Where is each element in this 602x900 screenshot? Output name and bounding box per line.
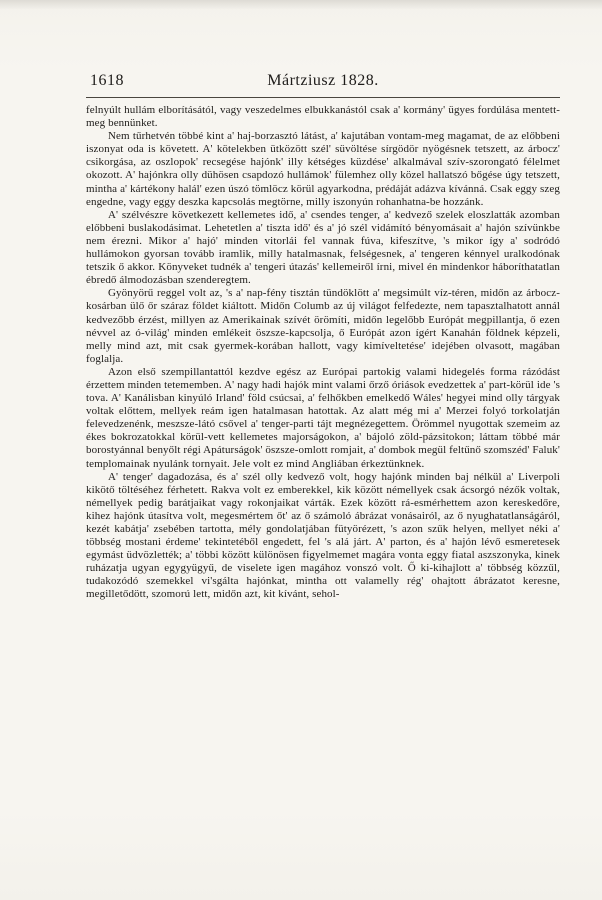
paragraph: A' tenger' dagadozása, és a' szél olly kedvező volt, hogy hajónk minden baj nélkül a' Liverpoli kikötő töltéséhez férhetett. Rakva volt ez emberekkel, kik között némellyek csak ácsorgó nézők voltak, némellyek pedig barátjaikat vagy rokonjaikat várták. Ezek között rá-esmérhettem azon kereskedőre, kihez hajónk útasítva volt, megesmértem őt' az ő számoló ábrázat vonásairól, az ő nyughatatlanságáról, kezét kabátja' zsebében tartotta, mély gondolatjában fütyörézett, 's azon szűk helyen, mellyet néki a' többség mostani érdeme' tekintetéből engedett, fel 's alá járt. A' parton, és a' hajón lévő esmeretesek egymást üdvözlették; a' többi között különösen figyelmemet magára vonta eggy fiatal aszszonyka, kinek ruházatja ugyan egygyügyű, de viselete igen magához vonszó volt. Ő ki-kihajlott a' többség közzűl, tudakozódó szemekkel vi'sgálta hajónkat, mintha ott valamelly rég' ohajtott ábrázatot keresne, megilletődött, szomorú lett, midőn azt, kit kívánt, sehol- bbox=[86, 470, 560, 601]
header-date: Mártziusz 1828. bbox=[267, 72, 379, 89]
header-rule bbox=[86, 97, 560, 98]
page-header bbox=[86, 72, 560, 94]
scan-edge-shadow bbox=[0, 0, 602, 10]
paragraph: Azon első szempillantattól kezdve egész az Európai partokig valami hidegelés forma rázódást érzettem minden tetememben. A' nagy hadi hajók mint valami őrző óriások evedzettek a' part-körül ide 's tova. A' Kanálisban kinyúló Irland' föld csúcsai, a' felhőkben emelkedő Wáles' hegyei mind olly tárgyak voltak előttem, mellyek reám igen hatalmasan hatottak. Az alatt még mi a' Merzei folyó torkolatján felevedzenénk, meszsze-látó csővel a' tenger-parti tájt megnézegettem. Örömmel nyugottak szemeim az ékes bokrozatokkal körül-vett kellemetes majorságokon, a' bájoló zöld-pázsitokon; láttam többé már borostyánnal benyőlt régi Apáturságok' öszsze-omlott romjait, a' dombok megül feltűnő szomszéd' Faluk' templomainak nyulánk tornyait. Jele volt ez mind Angliában érkeztünknek. bbox=[86, 365, 560, 470]
page-number: 1618 bbox=[90, 72, 124, 89]
paragraph: Nem tűrhetvén többé kint a' haj-borzasztó látást, a' kajutában vontam-meg magamat, de az előbbeni iszonyat oda is követett. A' kötelekben ütközött szél' süvöltése sírgödör nyögésnek tetszett, az árbocz' csikorgása, az oszlopok' recsegése hajónk' illy kétséges küzdése' alkalmával szív-szorongató félelmet okozott. A' hajónkra olly dühösen csapdozó hullámok' fülemhez olly közel hallatszó bőgése úgy tetszett, mintha a' kártékony halál' ezen úszó tömlöcz körül agyarkodna, prédáját adázva kívánná. Csak eggy szeg engedne, vagy eggy deszka kapcsolás megtörne, milly iszonyún rohanhatna-be hozzánk. bbox=[86, 130, 560, 208]
paragraph: A' szélvészre következett kellemetes idő, a' csendes tenger, a' kedvező szelek eloszlatták azomban előbbeni buslakodásimat. Lehetetlen a' tiszta idő' és a' jó szél vidámító bényomásait a' hajón szívünkbe nem érezni. Mikor a' hajó' minden vitorlái fel vannak fúva, kifeszítve, 's mikor így a' sodródó hullámokon gyorsan tovább iramlik, milly hatalmasnak, felségesnek, a' tengeren kénnyel uralkodónak tetszik ő akkor. Könyveket tudnék a' tengeri útazás' kellemeiről írni, mivel én mindenkor háboríthatatlan ébredő álmodozásban szenderegtem. bbox=[86, 208, 560, 287]
paragraph: felnyúlt hullám elborításától, vagy veszedelmes elbukkanástól csak a' kormány' ügyes fordúlása mentett-meg bennünket. bbox=[86, 104, 560, 130]
body-text bbox=[86, 104, 560, 602]
paragraph: Gyönyörű reggel volt az, 's a' nap-fény tisztán tündöklött a' megsimúlt víz-téren, midőn az árbocz-kosárban ülő őr száraz földet kiáltott. Midőn Columb az új világot felfedezte, nem tapasztalhatott annál kedvezőbb érzést, millyen az Amerikainak szívét örömíti, midőn legelőbb Európát megpillantja, ő ezen névvel az ó-világ' minden emlékeit öszsze-kapcsolja, ő Európát azon ígért Kanahán földnek képzeli, melly mind azt, mit csak gyermek-korában hallott, vagy kimíveltetése' idejében olvasott, magában foglalja. bbox=[86, 287, 560, 365]
